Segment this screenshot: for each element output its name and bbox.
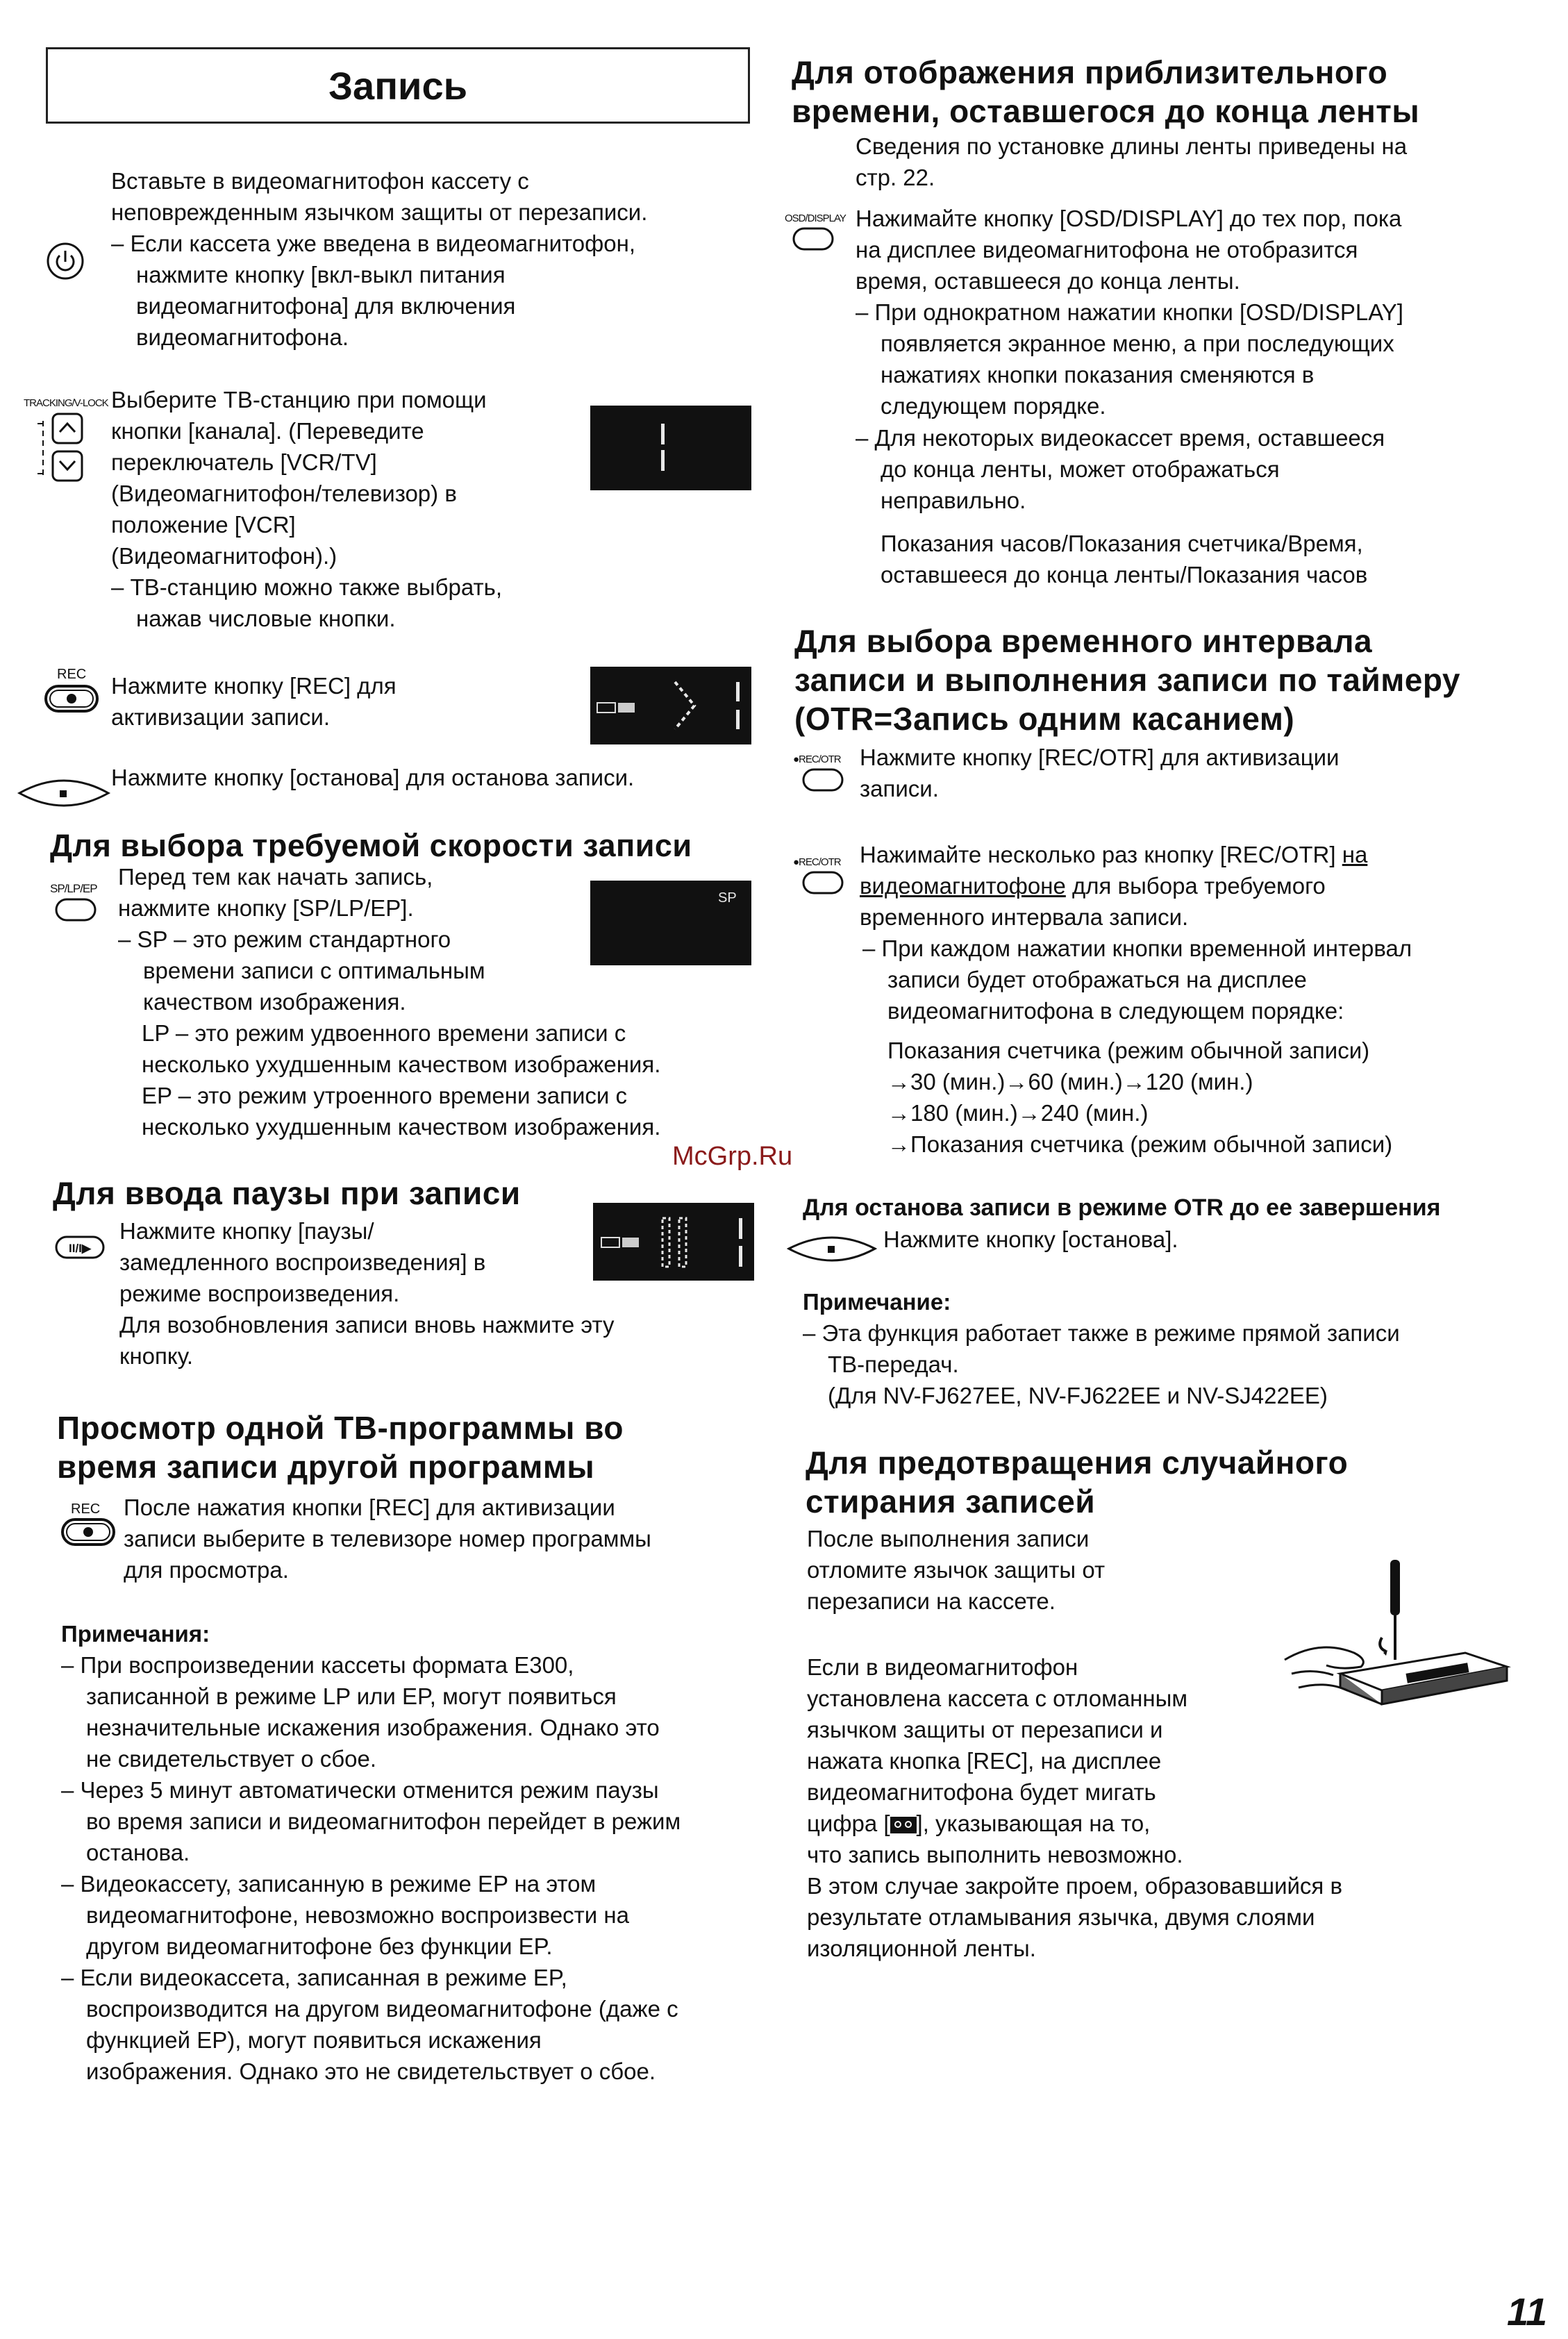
pause-text: Нажмите кнопку [паузы/ замедленного воспроизведения] в режиме воспроизведения. [119, 1218, 486, 1306]
otr-text1: Нажмите кнопку [REC/OTR] для активизации записи. [860, 744, 1340, 801]
otr-heading: Для выбора временного интервала записи и выполнения записи по таймеру (OTR=Запись одним касанием) [794, 623, 1460, 737]
osd-display-button-icon [792, 225, 836, 253]
view-heading: Просмотр одной ТВ-программы во время записи другой программы [57, 1410, 624, 1485]
protect-text1: После выполнения записи отломите язычок защиты от перезаписи на кассете. [807, 1526, 1106, 1614]
page-title: Запись [328, 63, 468, 108]
otr-stop-text: Нажмите кнопку [останова]. [883, 1226, 1178, 1252]
notes-left-list [61, 1649, 783, 2087]
remaining-note1: – При однократном нажатии кнопки [OSD/DISPLAY] появляется экранное меню, а при последующих нажатиях кнопки показания сменяются в следующем порядке. [856, 299, 1403, 419]
speed-heading: Для выбора требуемой скорости записи [50, 828, 692, 863]
otr-text2-underline-2: видеомагнитофоне [860, 873, 1066, 899]
rec-label: REC [57, 667, 87, 682]
notes-left-item-2: – Через 5 минут автоматически отменится режим паузы во время записи и видеомагнитофон перейдет в режим останова. [61, 1777, 681, 1865]
pause-resume-text: Для возобновления записи вновь нажмите эту кнопку. [119, 1312, 615, 1369]
notes-left-item-4: – Если видеокассета, записанная в режиме EP, воспроизводится на другом видеомагнитофоне (даже с функцией EP), могут появиться искажения изображения. Однако это не свидетельствует о сбое. [61, 1965, 678, 2084]
rec-otr-button-icon-2 [801, 869, 846, 897]
protect-heading: Для предотвращения случайного стирания записей [806, 1445, 1349, 1520]
otr-stop-note: – Эта функция работает также в режиме прямой записи ТВ-передач. (Для NV-FJ627EE, NV-FJ622EE и NV-SJ422EE) [803, 1320, 1400, 1408]
remaining-sequence: Показания часов/Показания счетчика/Время, оставшееся до конца ленты/Показания часов [881, 531, 1368, 588]
speed-text: Перед тем как начать запись, нажмите кнопку [SP/LP/EP]. [118, 864, 433, 921]
pause-button-label: II/I▶ [69, 1242, 91, 1255]
osd-display-label: OSD/DISPLAY [785, 213, 846, 224]
speed-display [590, 881, 751, 965]
speed-note-lp: LP – это режим удвоенного времени записи с несколько ухудшенным качеством изображения. [142, 1020, 661, 1077]
otr-sequence: Показания счетчика (режим обычной записи) →30 (мин.)→60 (мин.)→120 (мин.) →180 (мин.)→240 (мин.) →Показания счетчика (режим обычной записи) [887, 1038, 1393, 1157]
remaining-heading: Для отображения приблизительного времени, оставшегося до конца ленты [792, 54, 1420, 129]
protect-text2 [807, 1651, 1187, 1870]
channel-button-icon [28, 410, 97, 486]
remaining-text: Нажимайте кнопку [OSD/DISPLAY] до тех пор, пока на дисплее видеомагнитофона не отобразится время, оставшееся до конца ленты. [856, 206, 1402, 294]
view-rec-button-icon [60, 1517, 119, 1549]
view-text: После нажатия кнопки [REC] для активизации записи выберите в телевизоре номер программы для просмотра. [124, 1495, 651, 1583]
otr-stop-button-icon [785, 1229, 879, 1271]
otr-btn-label-2: ●REC/OTR [793, 856, 841, 868]
watermark: McGrp.Ru [672, 1142, 793, 1171]
page-title-box [46, 47, 750, 124]
otr-text2-b: для выбора требуемого временного интервала записи. [860, 873, 1326, 930]
step3-text: Нажмите кнопку [REC] для активизации записи. [111, 673, 397, 730]
otr-text2-underline-1: на [1342, 842, 1368, 867]
remaining-intro: Сведения по установке длины ленты приведены на стр. 22. [856, 133, 1408, 190]
speed-note-sp: – SP – это режим стандартного времени записи с оптимальным качеством изображения. [118, 926, 485, 1015]
speed-note-ep: EP – это режим утроенного времени записи с несколько ухудшенным качеством изображения. [142, 1083, 661, 1140]
notes-left-title: Примечания: [61, 1621, 210, 1647]
otr-note: – При каждом нажатии кнопки временной интервал записи будет отображаться на дисплее видеомагнитофона в следующем порядке: [862, 935, 1412, 1024]
sp-lp-ep-button-icon [54, 896, 99, 924]
otr-text2 [860, 839, 1367, 933]
step2-note: – ТВ-станцию можно также выбрать, нажав числовые кнопки. [111, 574, 502, 631]
page-number: 11 [1507, 2290, 1548, 2333]
protect-text2-a: Если в видеомагнитофон установлена кассета с отломанным язычком защиты от перезаписи и нажата кнопка [REC], на дисплее видеомагнитофона будет мигать цифра [ [807, 1654, 1188, 1836]
otr-text2-a: Нажимайте несколько раз кнопку [REC/OTR] [860, 842, 1342, 867]
otr-stop-heading: Для останова записи в режиме OTR до ее завершения [803, 1195, 1441, 1221]
protect-text3: В этом случае закройте проем, образовавшийся в результате отламывания язычка, двумя слоями изоляционной ленты. [807, 1873, 1343, 1961]
otr-stop-note-title: Примечание: [803, 1289, 951, 1315]
step1-text: Вставьте в видеомагнитофон кассету с неповрежденным язычком защиты от перезаписи. [111, 168, 648, 225]
step1-note: – Если кассета уже введена в видеомагнитофон, нажмите кнопку [вкл-выкл питания видеомагнитофона] для включения видеомагнитофона. [111, 231, 636, 350]
remaining-note2: – Для некоторых видеокассет время, оставшееся до конца ленты, может отображаться неправильно. [856, 425, 1385, 513]
rec-button-icon [43, 683, 103, 715]
rec-display [590, 667, 751, 744]
step2-text: Выберите ТВ-станцию при помощи кнопки [канала]. (Переведите переключатель [VCR/TV] (Видеомагнитофон/телевизор) в положение [VCR] (Видеомагнитофон).) [111, 387, 487, 569]
otr-btn-label-1: ●REC/OTR [793, 754, 841, 765]
step4-text: Нажмите кнопку [останова] для останова записи. [111, 765, 635, 790]
tracking-label: TRACKING/V-LOCK [24, 397, 108, 409]
notes-left-item-3: – Видеокассету, записанную в режиме EP на этом видеомагнитофоне, невозможно воспроизвести на другом видеомагнитофоне без функции EP. [61, 1871, 629, 1959]
channel-display [590, 406, 751, 490]
view-rec-label: REC [71, 1501, 101, 1517]
cassette-illustration [1278, 1556, 1514, 1736]
pause-button-icon [54, 1233, 107, 1261]
pause-display [593, 1203, 754, 1281]
speed-btn-label: SP/LP/EP [50, 882, 97, 895]
power-button-icon [44, 239, 86, 283]
cassette-symbol-icon [890, 1817, 917, 1833]
notes-left-item-1: – При воспроизведении кассеты формата E300, записанной в режиме LP или EP, могут появиться незначительные искажения изображения. Однако это не свидетельствует о сбое. [61, 1652, 660, 1772]
stop-button-icon [15, 772, 112, 817]
pause-heading: Для ввода паузы при записи [53, 1175, 521, 1211]
rec-otr-button-icon-1 [801, 766, 846, 794]
speed-display-text: SP [718, 890, 737, 906]
protect-text2-b: ], указывающая на то, что запись выполнить невозможно. [807, 1811, 1183, 1867]
